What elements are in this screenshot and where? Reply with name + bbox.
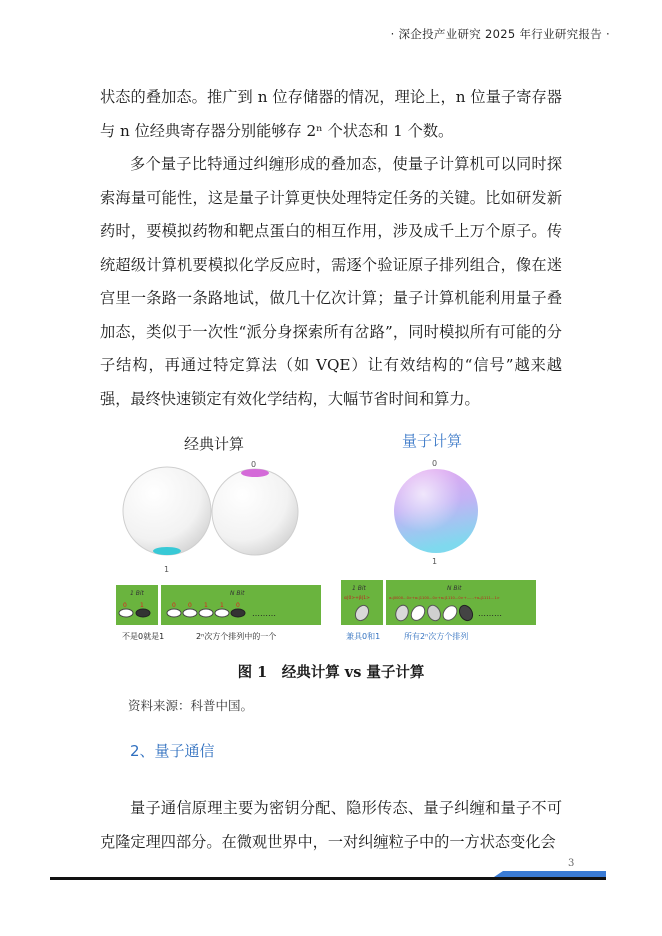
paragraph-1: 状态的叠加态。推广到 n 位存储器的情况，理论上，n 位量子寄存器与 n 位经典寄存器分别能够存 2ⁿ 个状态和 1 个数。 bbox=[100, 88, 562, 140]
classic-bit-4: 1 bbox=[204, 602, 208, 609]
quantum-ellipsis: ……… bbox=[478, 609, 502, 618]
figure-graphic bbox=[112, 427, 552, 647]
classic-sphere-one bbox=[123, 467, 211, 555]
quantum-label-1: 1 bbox=[432, 557, 438, 566]
classic-nbit-label: N Bit bbox=[230, 590, 245, 597]
paragraph-2: 多个量子比特通过纠缠形成的叠加态，使量子计算机可以同时探索海量可能性，这是量子计算更快处理特定任务的关键。比如研发新药时，要模拟药物和靶点蛋白的相互作用，涉及成千上万个原子。传统超级计算机要模拟化学反应时，需逐个验证原子排列组合，像在迷宫里一条路一条路地试，做几十亿次计算；量子计算机能利用量子叠加态，类似于一次性“派分身探索所有岔路”，同时模拟所有可能的分子结构，再通过特定算法（如 VQE）让有效结构的“信号”越来越强，最终快速锁定有效化学结构，大幅节省时间和算力。 bbox=[100, 155, 562, 408]
figure-source: 资料来源：科普中国。 bbox=[128, 698, 254, 713]
quantum-note-1: 兼具0和1 bbox=[346, 632, 381, 641]
sphere-label-1: 1 bbox=[164, 565, 170, 574]
classic-note-1: 不是0就是1 bbox=[122, 632, 165, 641]
classic-1bit-label: 1 Bit bbox=[130, 590, 144, 597]
sphere-label-0: 0 bbox=[251, 460, 257, 469]
quantum-1bit-label: 1 Bit bbox=[352, 585, 366, 592]
classic-bit-6: 0 bbox=[236, 602, 240, 609]
classic-bit-1: 1 bbox=[140, 602, 144, 609]
classic-bits-panel bbox=[116, 585, 321, 641]
figure-caption: 图 1 经典计算 vs 量子计算 bbox=[237, 664, 425, 681]
classic-computing-title: 经典计算 bbox=[184, 435, 245, 453]
page-header: · 深企投产业研究 2025 年行业研究报告 · bbox=[390, 27, 610, 41]
classic-sphere-zero bbox=[212, 469, 298, 555]
footer-rule bbox=[50, 877, 606, 880]
classic-bit-5: 1 bbox=[220, 602, 224, 609]
figure-classic-vs-quantum bbox=[112, 427, 552, 647]
quantum-n-state: a₀|0000…0>+a₁|1100…0>+a₂|1110…0>+……+aₙ|1111…1> bbox=[389, 596, 500, 600]
quantum-computing-title: 量子计算 bbox=[402, 432, 463, 450]
page-number: 3 bbox=[568, 858, 575, 869]
quantum-single-state: α|0>+β|1> bbox=[344, 596, 370, 601]
paragraph-3: 量子通信原理主要为密钥分配、隐形传态、量子纠缠和量子不可克隆定理四部分。在微观世界中，一对纠缠粒子中的一方状态变化会 bbox=[100, 799, 562, 851]
classic-note-2: 2ⁿ次方个排列中的一个 bbox=[196, 632, 277, 641]
quantum-note-2: 所有2ⁿ次方个排列 bbox=[404, 632, 469, 641]
quantum-label-0: 0 bbox=[432, 459, 438, 468]
classic-bit-3: 0 bbox=[188, 602, 192, 609]
classic-bit-0: 0 bbox=[123, 602, 127, 609]
quantum-bits-panel bbox=[341, 580, 536, 641]
classic-ellipsis: ……… bbox=[252, 609, 276, 618]
classic-bit-2: 0 bbox=[172, 602, 176, 609]
section-heading: 2、量子通信 bbox=[130, 742, 215, 760]
quantum-nbit-label: N Bit bbox=[447, 585, 462, 592]
quantum-sphere bbox=[394, 469, 478, 553]
